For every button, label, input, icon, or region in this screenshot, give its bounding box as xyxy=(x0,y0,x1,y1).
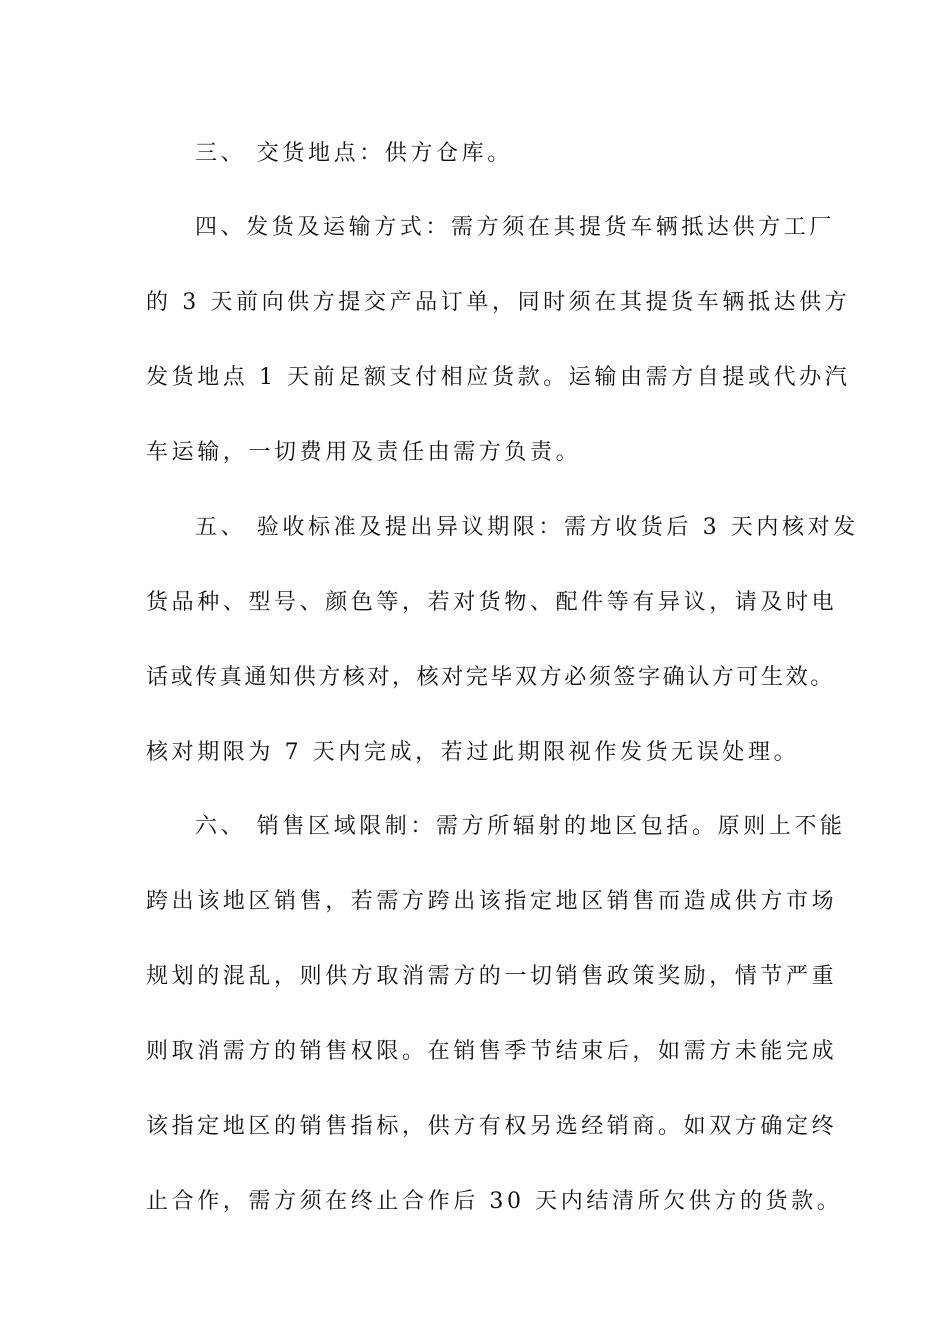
clause-6-line-6: 止合作，需方须在终止合作后 30 天内结清所欠供方的货款。 xyxy=(146,1189,843,1214)
clause-5-line-4: 核对期限为 7 天内完成，若过此期限视作发货无误处理。 xyxy=(146,740,800,765)
clause-3-line-1: 三、 交货地点：供方仓库。 xyxy=(195,141,513,166)
clause-6-line-3: 规划的混乱，则供方取消需方的一切销售政策奖励，情节严重 xyxy=(146,964,838,989)
clause-6-line-4: 则取消需方的销售权限。在销售季节结束后，如需方未能完成 xyxy=(146,1039,838,1064)
clause-5-line-2: 货品种、型号、颜色等，若对货物、配件等有异议，请及时电 xyxy=(146,590,838,615)
clause-6-line-5: 该指定地区的销售指标，供方有权另选经销商。如双方确定终 xyxy=(146,1114,838,1139)
clause-4-line-2: 的 3 天前向供方提交产品订单，同时须在其提货车辆抵达供方 xyxy=(146,290,851,315)
clause-5-line-3: 话或传真通知供方核对，核对完毕双方必须签字确认方可生效。 xyxy=(146,665,835,690)
clause-4-line-1: 四、发货及运输方式：需方须在其提货车辆抵达供方工厂 xyxy=(195,215,836,240)
clause-4-line-4: 车运输，一切费用及责任由需方负责。 xyxy=(146,440,582,465)
clause-5-line-1: 五、 验收标准及提出异议期限：需方收货后 3 天内核对发 xyxy=(195,515,859,540)
clause-6-line-1: 六、 销售区域限制：需方所辐射的地区包括。原则上不能 xyxy=(195,814,846,839)
clause-4-line-3: 发货地点 1 天前足额支付相应货款。运输由需方自提或代办汽 xyxy=(146,365,851,390)
clause-6-line-2: 跨出该地区销售，若需方跨出该指定地区销售而造成供方市场 xyxy=(146,889,838,914)
